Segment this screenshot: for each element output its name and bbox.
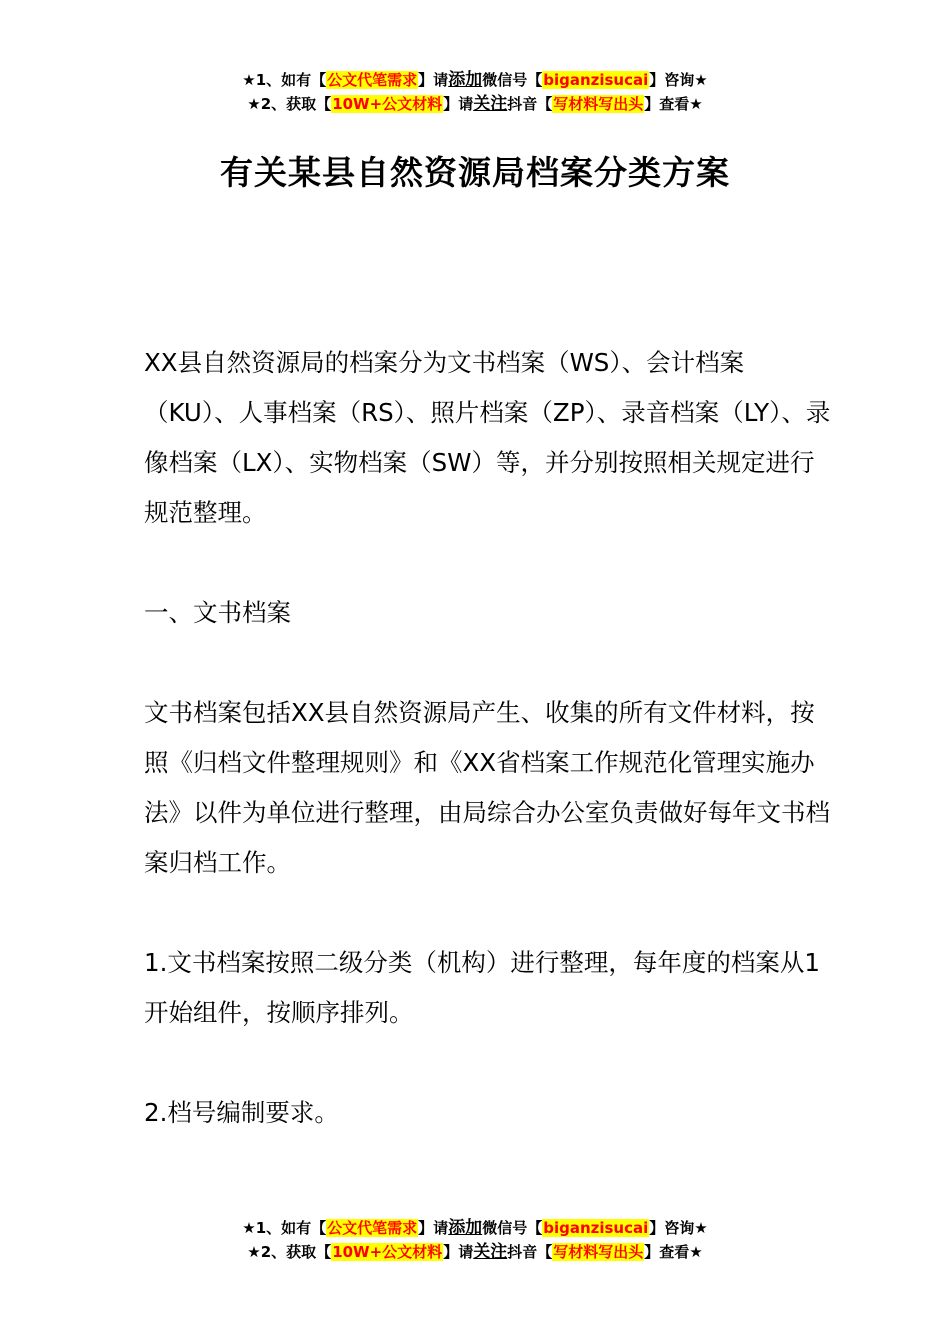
underlined-add: 添加 (448, 1218, 483, 1238)
promo-banner-bottom (0, 1216, 950, 1264)
document-title: 有关某县自然资源局档案分类方案 (220, 153, 730, 192)
highlight-wechat-id: biganzisucai (543, 1219, 649, 1237)
underlined-follow: 关注 (473, 94, 508, 114)
underlined-add: 添加 (448, 70, 483, 90)
body-paragraph: 文书档案包括XX县自然资源局产生、收集的所有文件材料，按照《归档文件整理规则》和《XX省档案工作规范化管理实施办法》以件为单位进行整理，由局综合办公室负责做好每年文书档案归档工作。 (144, 698, 830, 877)
highlight-douyin-account: 写材料写出头 (553, 1243, 644, 1261)
promo-line-2: ★2、获取【10W+公文材料】请关注抖音【写材料写出头】查看★ (247, 1242, 703, 1262)
promo-line-1: ★1、如有【公文代笔需求】请添加微信号【biganzisucai】咨询★ (242, 1218, 708, 1238)
highlight-service: 公文代笔需求 (327, 1219, 418, 1237)
highlight-service: 公文代笔需求 (327, 71, 418, 89)
highlight-materials: 10W+公文材料 (332, 95, 443, 113)
intro-paragraph: XX县自然资源局的档案分为文书档案（WS）、会计档案（KU）、人事档案（RS）、照片档案（ZP）、录音档案（LY）、录像档案（LX）、实物档案（SW）等，并分别按照相关规定进行规范整理。 (144, 348, 831, 527)
promo-banner-top (0, 68, 950, 116)
document-body (144, 338, 834, 1138)
highlight-materials: 10W+公文材料 (332, 1243, 443, 1261)
list-item-2: 2.档号编制要求。 (144, 1098, 339, 1127)
promo-line-2: ★2、获取【10W+公文材料】请关注抖音【写材料写出头】查看★ (247, 94, 703, 114)
section-heading-1: 一、文书档案 (144, 598, 291, 627)
promo-line-1: ★1、如有【公文代笔需求】请添加微信号【biganzisucai】咨询★ (242, 70, 708, 90)
list-item-1: 1.文书档案按照二级分类（机构）进行整理，每年度的档案从1开始组件，按顺序排列。 (144, 948, 820, 1027)
highlight-wechat-id: biganzisucai (543, 71, 649, 89)
highlight-douyin-account: 写材料写出头 (553, 95, 644, 113)
underlined-follow: 关注 (473, 1242, 508, 1262)
